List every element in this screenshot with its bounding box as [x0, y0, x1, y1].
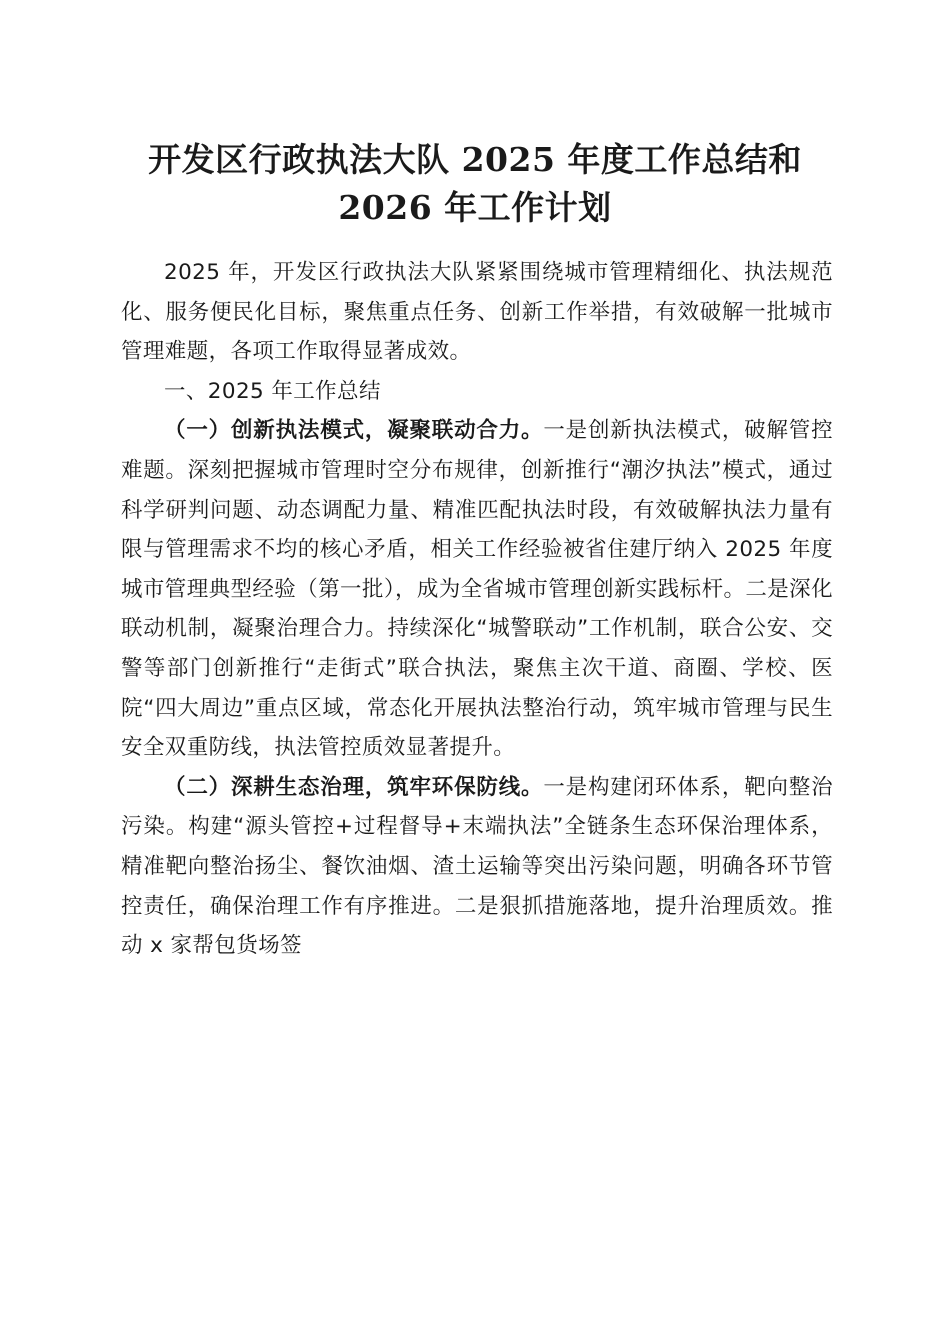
- title-line-2: 2026 年工作计划: [338, 188, 612, 227]
- paragraph-innovation: [121, 411, 833, 767]
- paragraph-ecology: [121, 768, 833, 966]
- section-heading: 一、2025 年工作总结: [164, 378, 381, 404]
- paragraph-lead: （二）深耕生态治理，筑牢环保防线。: [164, 774, 544, 800]
- title-line-1: 开发区行政执法大队 2025 年度工作总结和: [148, 140, 802, 179]
- intro-paragraph: 2025 年，开发区行政执法大队紧紧围绕城市管理精细化、执法规范化、服务便民化目标，聚焦重点任务、创新工作举措，有效破解一批城市管理难题，各项工作取得显著成效。: [121, 260, 833, 365]
- paragraph-lead: （一）创新执法模式，凝聚联动合力。: [164, 418, 544, 444]
- paragraph-text: 一是创新执法模式，破解管控难题。深刻把握城市管理时空分布规律，创新推行“潮汐执法”模式，通过科学研判问题、动态调配力量、精准匹配执法时段，有效破解执法力量有限与管理需求不均的核心矛盾，相关工作经验被省住建厅纳入 2025 年度城市管理典型经验（第一批），成为全省城市管理创新实践标杆。二是深化联动机制，凝聚治理合力。持续深化“城警联动”工作机制，联合公安、交警等部门创新推行“走街式”联合执法，聚焦主次干道、商圈、学校、医院“四大周边”重点区域，常态化开展执法整治行动，筑牢城市管理与民生安全双重防线，执法管控质效显著提升。: [121, 418, 833, 761]
- paragraph-text: 一是构建闭环体系，靶向整治污染。构建“源头管控+过程督导+末端执法”全链条生态环保治理体系，精准靶向整治扬尘、餐饮油烟、渣土运输等突出污染问题，明确各环节管控责任，确保治理工作有序推进。二是狠抓措施落地，提升治理质效。推动 x 家帮包货场签: [121, 774, 833, 959]
- document-title: [110, 136, 840, 232]
- document-body: [121, 253, 833, 966]
